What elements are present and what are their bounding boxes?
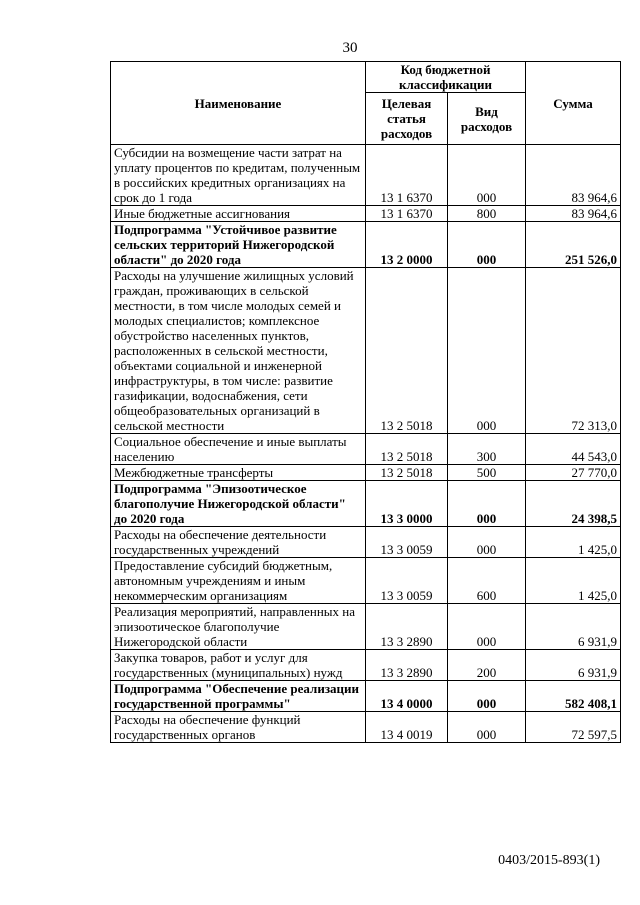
row-amount-cell: 6 931,9 [526,604,621,650]
header-name: Наименование [111,62,366,145]
row-type-cell: 600 [448,558,526,604]
row-amount-cell: 83 964,6 [526,206,621,222]
row-amount-cell: 251 526,0 [526,222,621,268]
row-code-cell: 13 3 0059 [366,527,448,558]
row-name-cell: Подпрограмма "Эпизоотическое благополучие Нижегородской области" до 2020 года [111,481,366,527]
row-code-cell: 13 1 6370 [366,145,448,206]
table-body [111,145,621,743]
row-type-cell: 000 [448,145,526,206]
table-row [111,712,621,743]
row-name-cell: Расходы на обеспечение функций государственных органов [111,712,366,743]
document-footer-code: 0403/2015-893(1) [498,853,600,868]
row-name-cell: Межбюджетные трансферты [111,465,366,481]
row-code-cell: 13 4 0000 [366,681,448,712]
table-row [111,481,621,527]
header-target-article: Целевая статья расходов [366,93,448,145]
budget-table [110,61,621,743]
row-name-cell: Расходы на улучшение жилищных условий граждан, проживающих в сельской местности, в том числе молодых семей и молодых специалистов; комплексное обустройство населенных пунктов, расположенных в сельской местности, объектами социальной и инженерной инфраструктуры, в том числе: развитие газификации, водоснабжения, сети общеобразовательных организаций в сельской местности [111,268,366,434]
row-type-cell: 000 [448,481,526,527]
row-code-cell: 13 3 0059 [366,558,448,604]
row-name-cell: Расходы на обеспечение деятельности государственных учреждений [111,527,366,558]
table-row [111,268,621,434]
row-type-cell: 000 [448,268,526,434]
row-name-cell: Предоставление субсидий бюджетным, автономным учреждениям и иным некоммерческим организациям [111,558,366,604]
row-amount-cell: 72 597,5 [526,712,621,743]
row-code-cell: 13 2 0000 [366,222,448,268]
row-name-cell: Закупка товаров, работ и услуг для государственных (муниципальных) нужд [111,650,366,681]
page-number: 30 [342,40,358,56]
row-type-cell: 000 [448,222,526,268]
row-type-cell: 000 [448,604,526,650]
table-row [111,145,621,206]
table-row [111,558,621,604]
table-row [111,527,621,558]
table-row [111,222,621,268]
row-amount-cell: 24 398,5 [526,481,621,527]
header-amount: Сумма [526,62,621,145]
table-row [111,465,621,481]
row-name-cell: Социальное обеспечение и иные выплаты населению [111,434,366,465]
table-row [111,206,621,222]
row-type-cell: 000 [448,527,526,558]
row-name-cell: Подпрограмма "Обеспечение реализации государственной программы" [111,681,366,712]
row-name-cell: Субсидии на возмещение части затрат на уплату процентов по кредитам, полученным в российских кредитных организациях на срок до 1 года [111,145,366,206]
row-amount-cell: 1 425,0 [526,527,621,558]
row-name-cell: Иные бюджетные ассигнования [111,206,366,222]
row-code-cell: 13 3 2890 [366,604,448,650]
header-budget-code: Код бюджетной классификации [366,62,526,93]
row-code-cell: 13 4 0019 [366,712,448,743]
table-row [111,681,621,712]
table-row [111,434,621,465]
row-amount-cell: 1 425,0 [526,558,621,604]
row-type-cell: 800 [448,206,526,222]
row-amount-cell: 44 543,0 [526,434,621,465]
row-code-cell: 13 2 5018 [366,268,448,434]
row-type-cell: 300 [448,434,526,465]
row-code-cell: 13 1 6370 [366,206,448,222]
row-type-cell: 000 [448,712,526,743]
row-code-cell: 13 3 2890 [366,650,448,681]
row-code-cell: 13 3 0000 [366,481,448,527]
row-amount-cell: 582 408,1 [526,681,621,712]
row-type-cell: 000 [448,681,526,712]
row-amount-cell: 72 313,0 [526,268,621,434]
row-type-cell: 500 [448,465,526,481]
header-expense-type: Вид расходов [448,93,526,145]
row-amount-cell: 83 964,6 [526,145,621,206]
row-name-cell: Подпрограмма "Устойчивое развитие сельских территорий Нижегородской области" до 2020 года [111,222,366,268]
row-type-cell: 200 [448,650,526,681]
row-code-cell: 13 2 5018 [366,465,448,481]
row-name-cell: Реализация мероприятий, направленных на эпизоотическое благополучие Нижегородской области [111,604,366,650]
table-row [111,604,621,650]
row-amount-cell: 27 770,0 [526,465,621,481]
table-row [111,650,621,681]
row-code-cell: 13 2 5018 [366,434,448,465]
row-amount-cell: 6 931,9 [526,650,621,681]
